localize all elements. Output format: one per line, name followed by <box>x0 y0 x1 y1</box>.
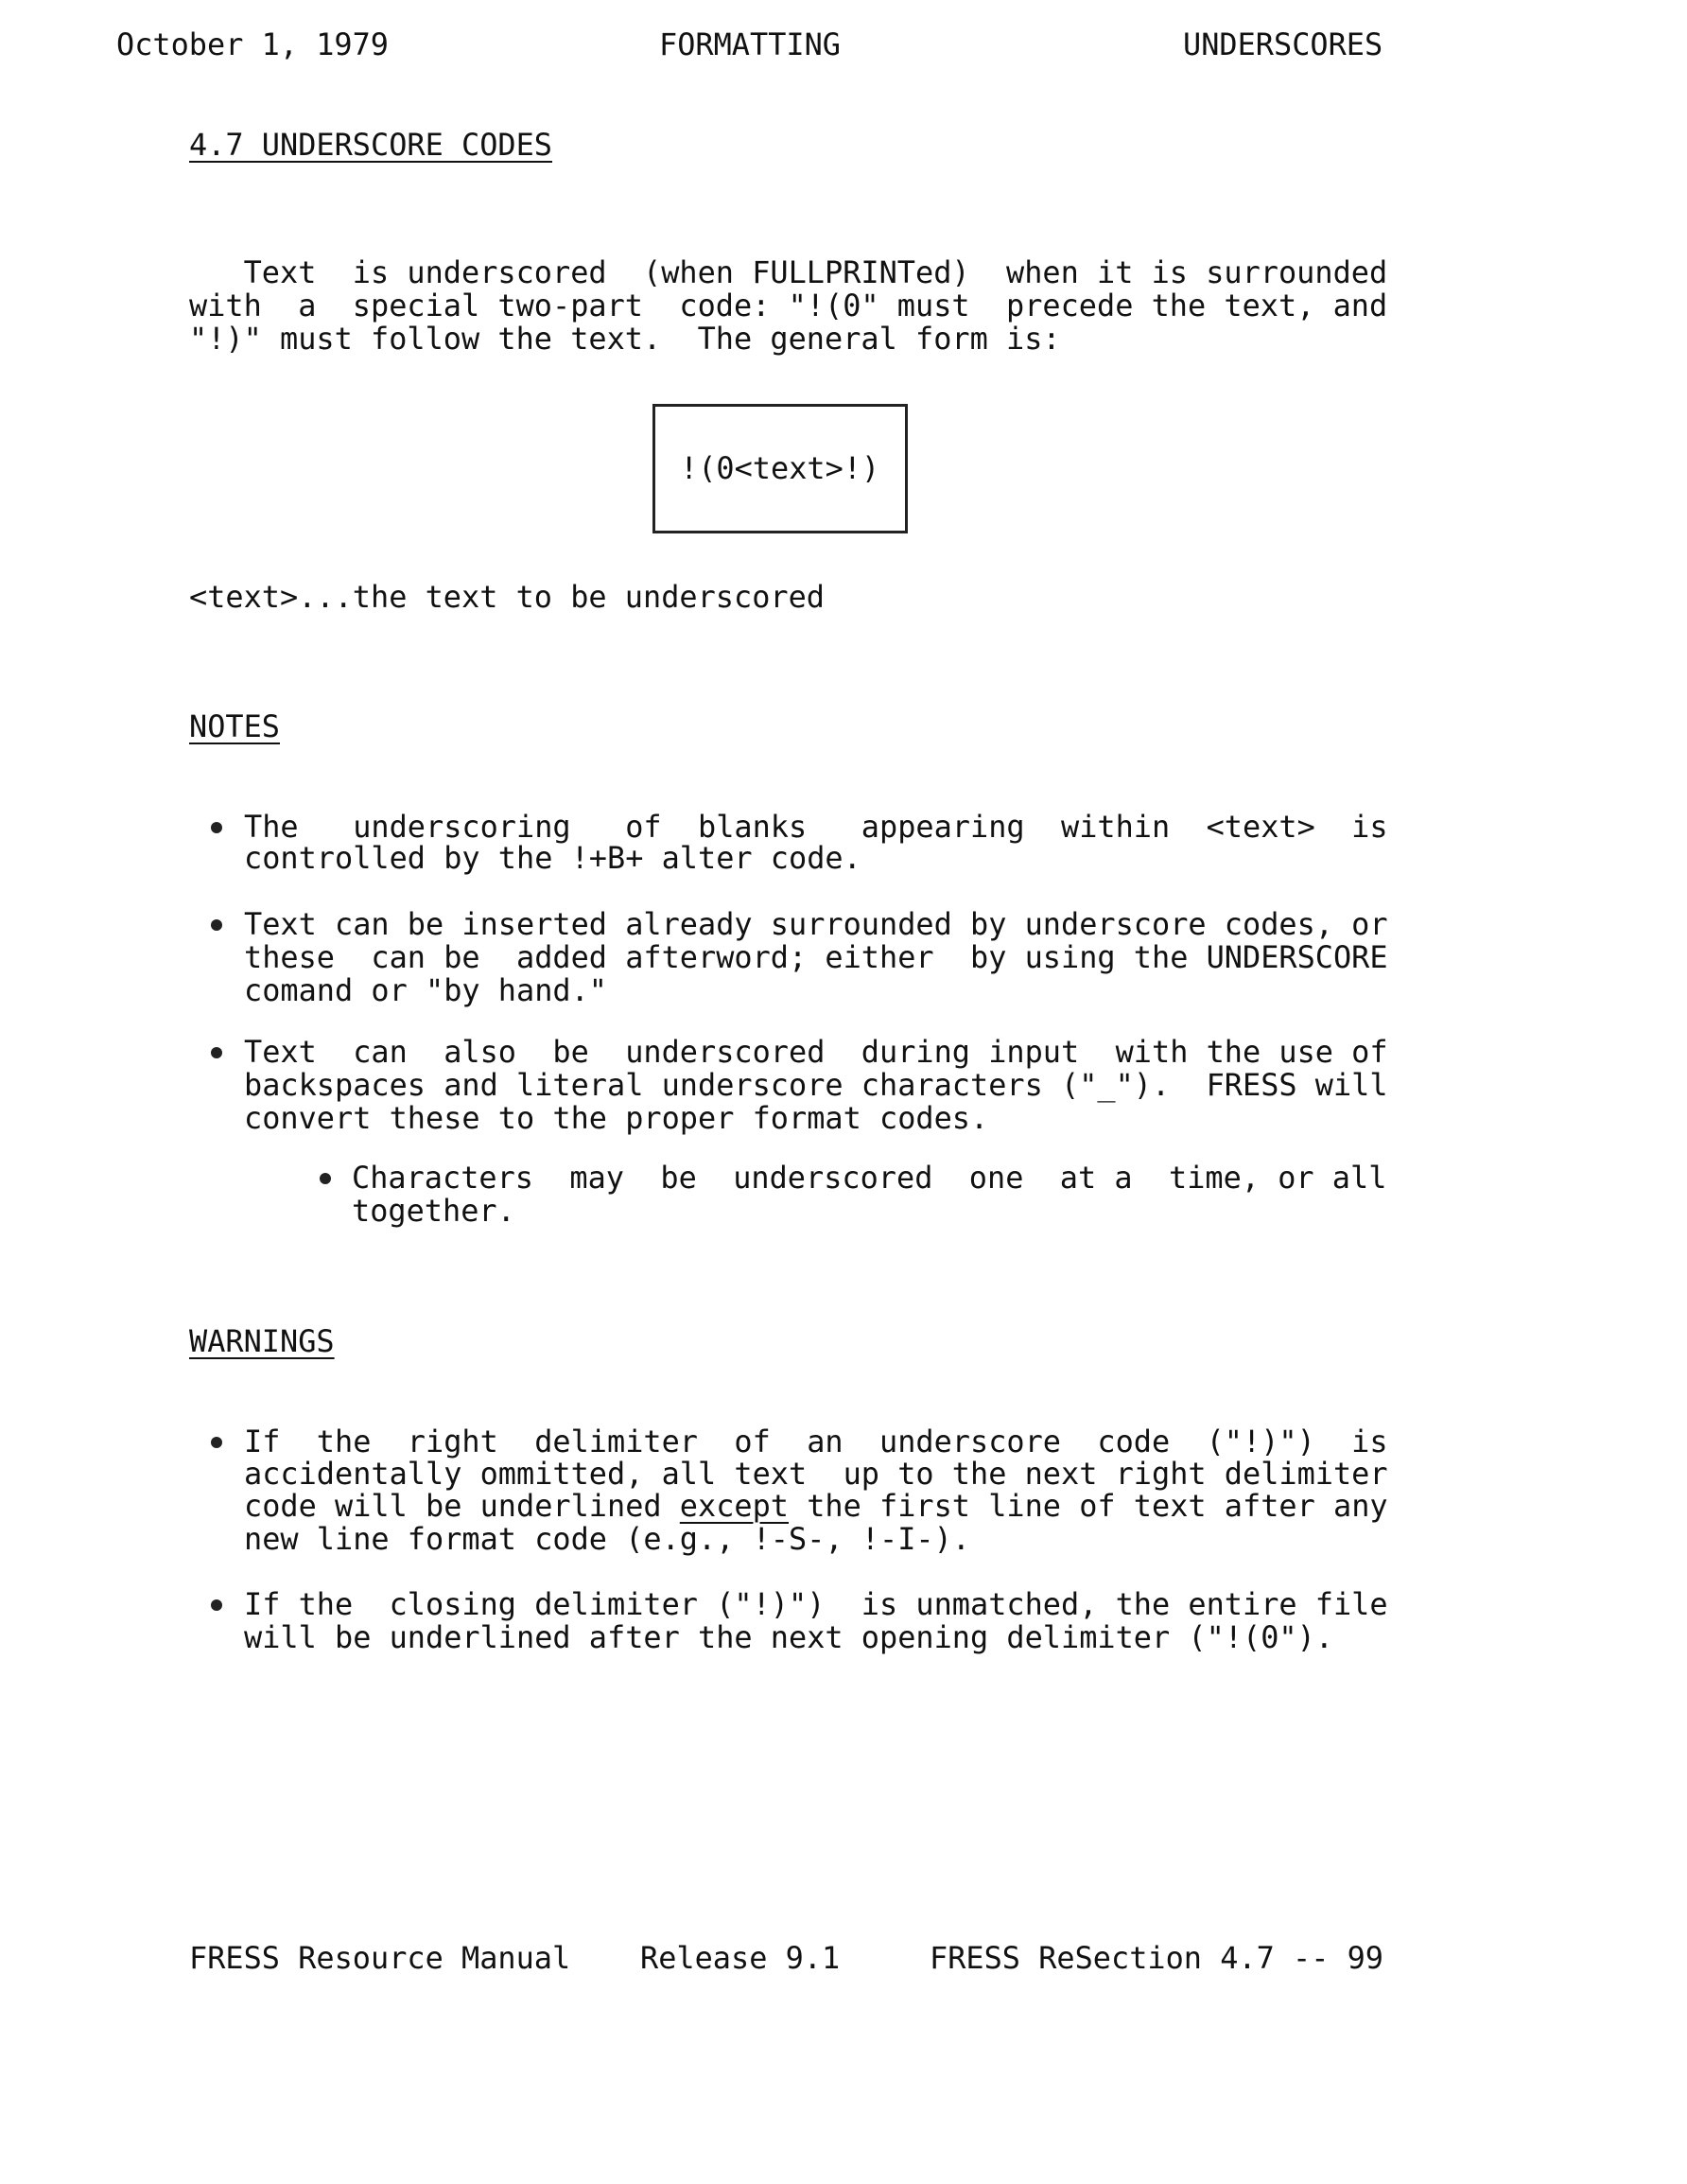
warnings-heading: WARNINGS <box>189 1323 335 1359</box>
note-1-line-2: controlled by the !+B+ alter code. <box>244 840 861 876</box>
emphasis-except: except <box>679 1488 789 1524</box>
bullet-icon <box>211 1047 222 1058</box>
warning-2-line-2: will be underlined after the next opening delimiter ("!(0"). <box>244 1619 1333 1655</box>
header-date: October 1, 1979 <box>116 26 389 62</box>
note-3-line-3: convert these to the proper format codes. <box>244 1100 989 1136</box>
note-3-line-1: Text can also be underscored during input with the use of <box>244 1034 1388 1070</box>
warning-2-line-1: If the closing delimiter ("!)") is unmatched, the entire file <box>244 1586 1388 1622</box>
header-center: FORMATTING <box>659 26 841 62</box>
section-title: 4.7 UNDERSCORE CODES <box>189 127 552 163</box>
general-form: !(0<text>!) <box>680 450 880 486</box>
intro-line-1: Text is underscored (when FULLPRINTed) when it is surrounded <box>189 254 1388 290</box>
bullet-icon <box>211 1599 222 1611</box>
warning-1-line-3-after: the first line of text after any <box>789 1488 1388 1524</box>
general-form-box <box>652 404 908 533</box>
intro-line-3: "!)" must follow the text. The general form is: <box>189 321 1061 357</box>
bullet-icon <box>320 1173 331 1184</box>
bullet-icon <box>211 822 222 833</box>
note-2-line-3: comand or "by hand." <box>244 972 607 1008</box>
notes-heading: NOTES <box>189 708 280 744</box>
bullet-icon <box>211 1437 222 1448</box>
subnote-line-2: together. <box>352 1193 515 1229</box>
footer-section-page: FRESS ReSection 4.7 -- 99 <box>930 1940 1383 1976</box>
warning-1-line-4: new line format code (e.g., !-S-, !-I-). <box>244 1521 970 1557</box>
warning-1-line-1: If the right delimiter of an underscore code ("!)") is <box>244 1424 1388 1459</box>
warning-1-line-3 <box>244 1490 1388 1523</box>
header-right: UNDERSCORES <box>1183 26 1383 62</box>
note-3-line-2: backspaces and literal underscore characters ("_"). FRESS will <box>244 1067 1388 1103</box>
warning-1-line-3-before: code will be underlined <box>244 1488 680 1524</box>
footer-release: Release 9.1 <box>640 1940 841 1976</box>
subnote-line-1: Characters may be underscored one at a time, or all <box>352 1160 1387 1196</box>
note-1-line-1: The underscoring of blanks appearing within <text> is <box>244 809 1388 845</box>
definition-text: <text>...the text to be underscored <box>189 579 825 615</box>
note-2-line-2: these can be added afterword; either by using the UNDERSCORE <box>244 939 1388 975</box>
footer-manual: FRESS Resource Manual <box>189 1940 571 1976</box>
bullet-icon <box>211 919 222 931</box>
warning-1-line-2: accidentally ommitted, all text up to the next right delimiter <box>244 1456 1388 1492</box>
note-2-line-1: Text can be inserted already surrounded by underscore codes, or <box>244 906 1388 942</box>
intro-line-2: with a special two-part code: "!(0" must precede the text, and <box>189 288 1388 323</box>
